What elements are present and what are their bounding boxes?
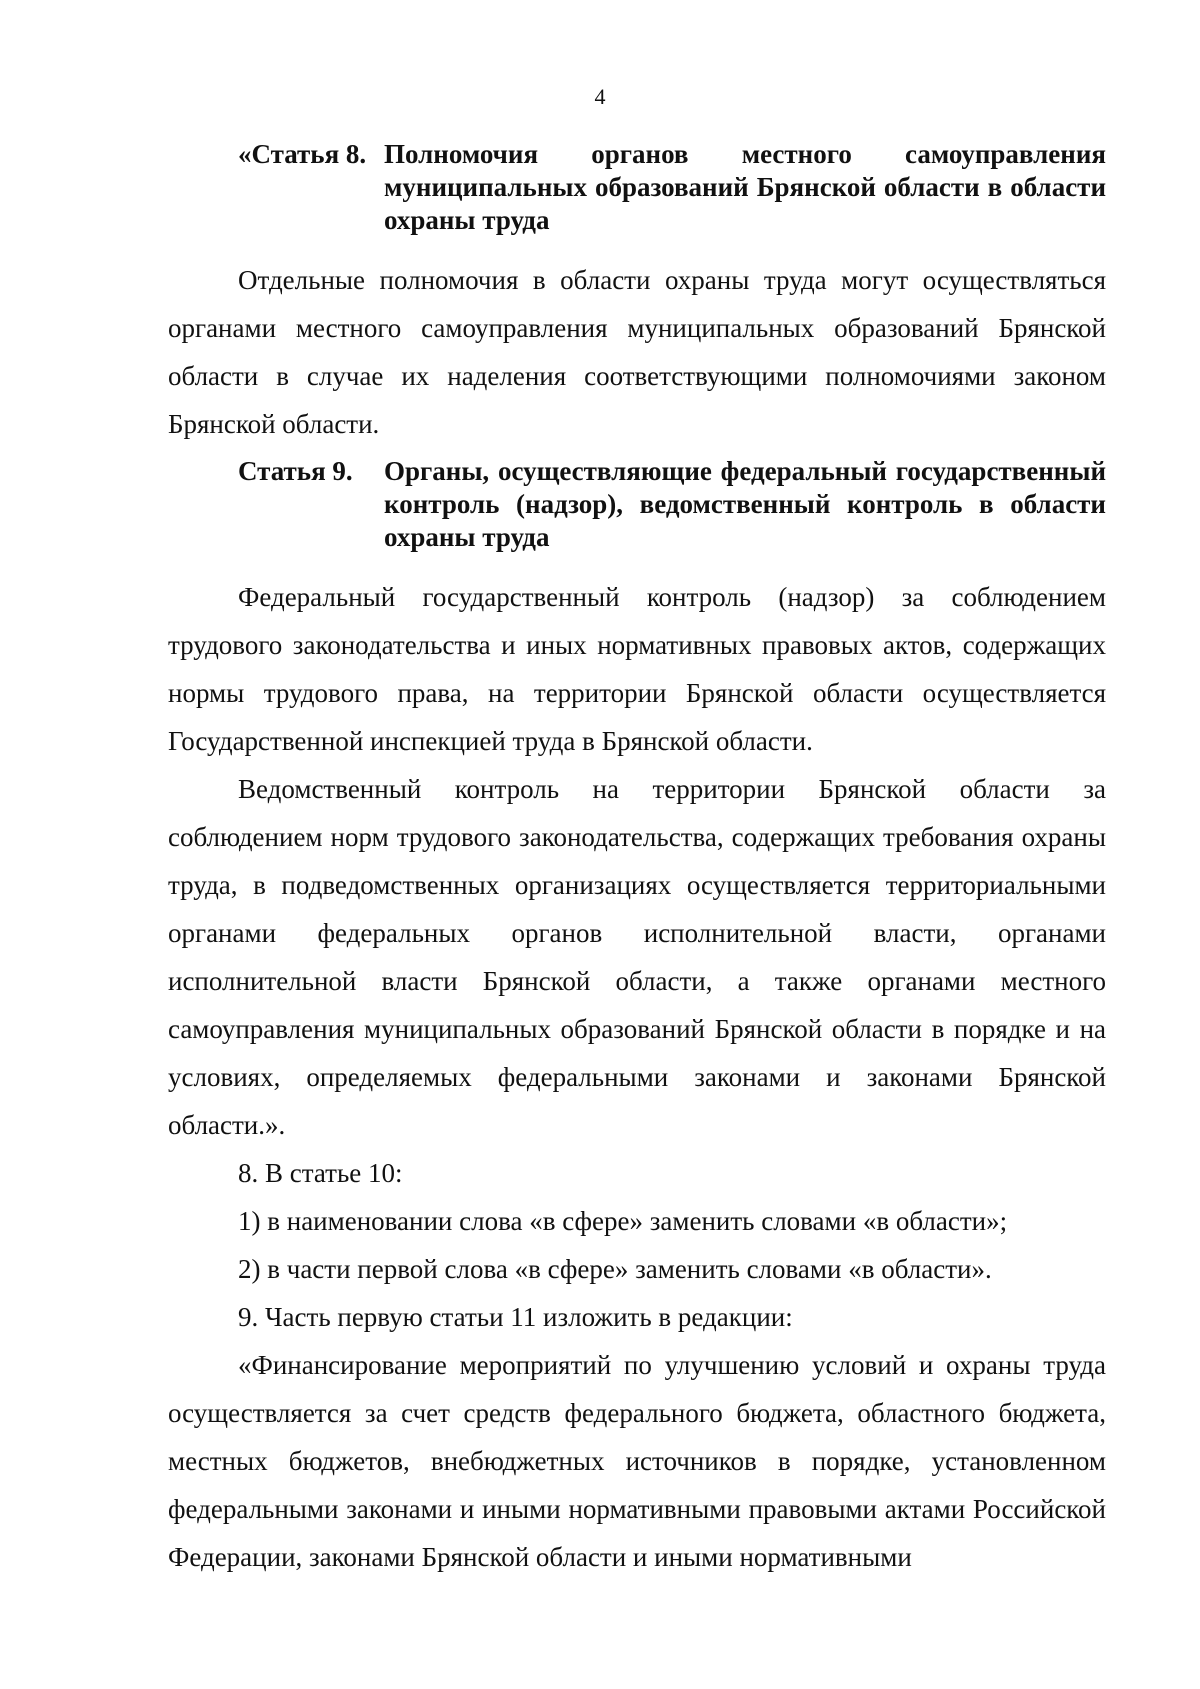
document-body <box>168 138 1106 1581</box>
article-9-paragraph-1: Федеральный государственный контроль (надзор) за соблюдением трудового законодательства и иных нормативных правовых актов, содержащих нормы трудового права, на территории Брянской области осуществляется Государственной инспекцией труда в Брянской области. <box>168 582 1106 756</box>
amendment-item-9: 9. Часть первую статьи 11 изложить в редакции: <box>238 1302 793 1332</box>
article-9-title: Органы, осуществляющие федеральный государственный контроль (надзор), ведомственный контроль в области охраны труда <box>384 456 1106 552</box>
amendment-item-8: 8. В статье 10: <box>238 1158 403 1188</box>
financing-paragraph: «Финансирование мероприятий по улучшению условий и охраны труда осуществляется за счет средств федерального бюджета, областного бюджета, местных бюджетов, внебюджетных источников в порядке, установленном федеральными законами и иными нормативными правовыми актами Российской Федерации, законами Брянской области и иными нормативными <box>168 1350 1106 1572</box>
article-9-label: Статья 9. <box>238 456 353 486</box>
article-9-heading <box>238 455 1106 554</box>
article-8-label: «Статья 8. <box>238 139 367 169</box>
page-number: 4 <box>594 84 606 109</box>
article-9-paragraph-2: Ведомственный контроль на территории Брянской области за соблюдением норм трудового законодательства, содержащих требования охраны труда, в подведомственных организациях осуществляется территориальными органами федеральных органов исполнительной власти, органами исполнительной власти Брянской области, а также органами местного самоуправления муниципальных образований Брянской области в порядке и на условиях, определяемых федеральными законами и законами Брянской области.». <box>168 774 1106 1140</box>
article-8-heading <box>238 138 1106 237</box>
article-8-title: Полномочия органов местного самоуправления муниципальных образований Брянской области в области охраны труда <box>384 139 1106 235</box>
article-8-paragraph: Отдельные полномочия в области охраны труда могут осуществляться органами местного самоуправления муниципальных образований Брянской области в случае их наделения соответствующими полномочиями законом Брянской области. <box>168 265 1106 439</box>
amendment-subitem-2: 2) в части первой слова «в сфере» заменить словами «в области». <box>238 1254 992 1284</box>
amendment-subitem-1: 1) в наименовании слова «в сфере» заменить словами «в области»; <box>238 1206 1008 1236</box>
